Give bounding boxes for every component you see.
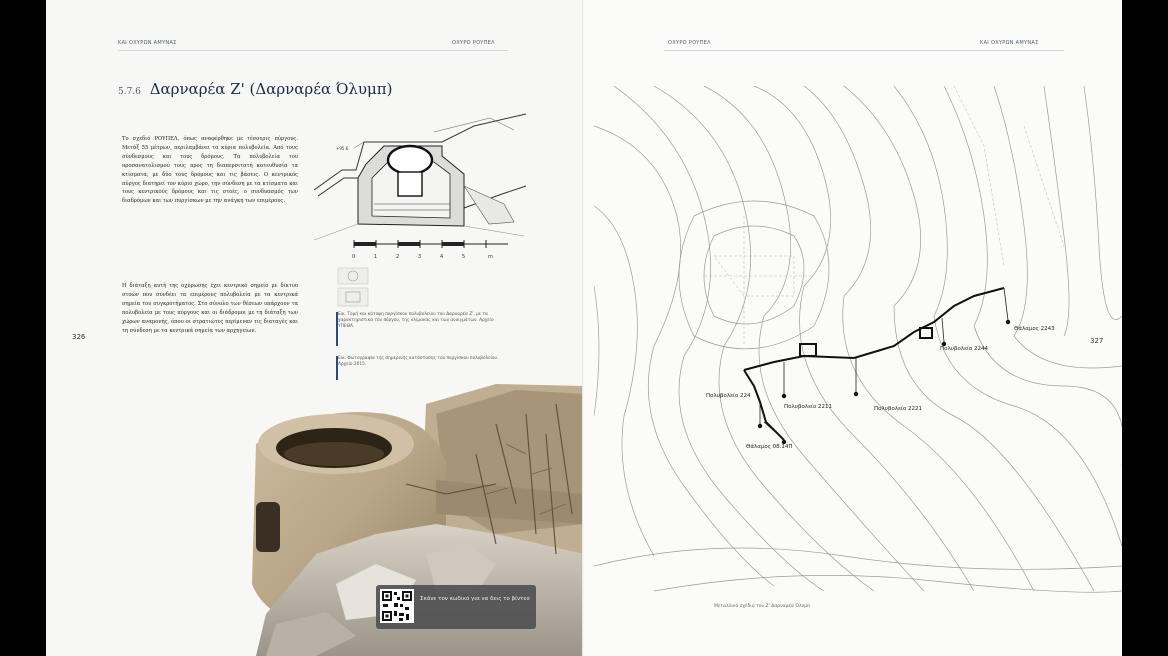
scale-tick-1: 1 bbox=[374, 254, 378, 260]
running-head-right-r: ΚΑΙ ΟΧΥΡΩΝ ΑΜΥΝΑΣ bbox=[980, 40, 1039, 46]
map-label-p4: Πολυβολείο 2244 bbox=[940, 346, 989, 352]
page-number: 326 bbox=[72, 333, 86, 341]
scale-tick-2: 2 bbox=[396, 254, 400, 260]
running-head-left: ΚΑΙ ΟΧΥΡΩΝ ΑΜΥΝΑΣ bbox=[118, 40, 177, 46]
body-paragraph-1: Το σχεδιό ΡΟΥΠΕΛ, όπως αναφέρθηκε με τέσσερις πύργους. Μετάξ 55 μέτρων, περιλαμβάνει τα κύρια πολυβολεία. Από τους σύνδεσμους και τους δρόμους. Τα πολυβολεία του προσανατολισμού τους προς τη διαπερσιτατή κατευθυσία τα κτίσματα, με δύο τους δρόμους και τις βάσεις. Ο κεντρικός πύργος διατηρεί τον κύριο χώρο, την σύνδεση με τα κτίσματα και τους κεντρικούς δρόμους και τις στοές, ο συνδυασμός των διαδρόμων και των πυργίσκων με την ανάγκη των επιμέρους. bbox=[122, 136, 298, 205]
caption-2: Εικ. Φωτογραφία της σημερινής κατάστασης του πυργίσκου πολυβολείου. Αρχείο 2015. bbox=[338, 356, 499, 368]
topographic-map bbox=[594, 86, 1122, 596]
header-rule bbox=[118, 50, 508, 51]
map-label-p2: Πολυβολείο 2211 bbox=[784, 404, 833, 410]
map-label-p6: Θάλαμος 08.14Π bbox=[746, 444, 793, 450]
scale-tick-4: 4 bbox=[440, 254, 444, 260]
qr-banner[interactable] bbox=[376, 585, 536, 629]
body-paragraph-2: Η διάταξη αυτή της οχύρωσης έχει κεντρικό σημείο με δίκτυο στοών που συνδέει τα επιμέρους πολυβολεία με τα κεντρικά σημεία του συγκροτήματος. Στο σύνολο των θέσεων υπάρχουν τα πολυβολεία με τους πύργους και οι διάδρομοι με τη διάταξη των χώρων αναμονής, όπου οι στρατιώτες περίμεναν τις διαταγές και τη σύνδεση με τα κεντρικά σημεία των αρχηγείων. bbox=[122, 283, 298, 334]
scale-tick-3: 3 bbox=[418, 254, 422, 260]
map-footer: Μεταλλικό σχέδιο του Ζ' Δαρναρέα Όλυμπ bbox=[714, 604, 810, 609]
section-title-text: Δαρναρέα Ζ' (Δαρναρέα Όλυμπ) bbox=[149, 80, 393, 98]
book-spread bbox=[46, 0, 1122, 656]
scale-bar bbox=[350, 238, 514, 262]
map-label-p5: Θάλαμος 2243 bbox=[1014, 326, 1055, 332]
scale-unit: m bbox=[488, 254, 493, 260]
left-page bbox=[46, 0, 584, 656]
plan-thumbnails bbox=[336, 266, 370, 310]
caption-1: Εικ. Τομή και κάτοψη πυργίσκου πολυβολείου του Δαρναρέα Ζ', με τα χαρακτηριστικά του πύργου, της κλίμακας και των ανοιγμάτων. Αρχείο ΥΠΕΘΑ. bbox=[338, 312, 494, 330]
running-head-right: ΟΧΥΡΟ ΡΟΥΠΕΛ bbox=[452, 40, 495, 46]
qr-text: Σκάνε τον κωδικό για να δεις το βίντεο bbox=[420, 596, 530, 602]
map-label-p3: Πολυβολείο 2221 bbox=[874, 406, 923, 412]
running-head-left-r: ΟΧΥΡΟ ΡΟΥΠΕΛ bbox=[668, 40, 711, 46]
section-title bbox=[118, 80, 393, 98]
scale-tick-0: 0 bbox=[352, 254, 356, 260]
header-rule-r bbox=[664, 50, 1064, 51]
right-page bbox=[584, 0, 1122, 656]
scale-tick-5: 5 bbox=[462, 254, 466, 260]
map-label-p1: Πολυβολείο 224 bbox=[706, 393, 751, 399]
svg-text:+95.6: +95.6 bbox=[336, 146, 349, 151]
page-number-r: 327 bbox=[1090, 337, 1104, 345]
section-number: 5.7.6 bbox=[118, 87, 141, 97]
qr-code-icon[interactable] bbox=[380, 589, 414, 623]
